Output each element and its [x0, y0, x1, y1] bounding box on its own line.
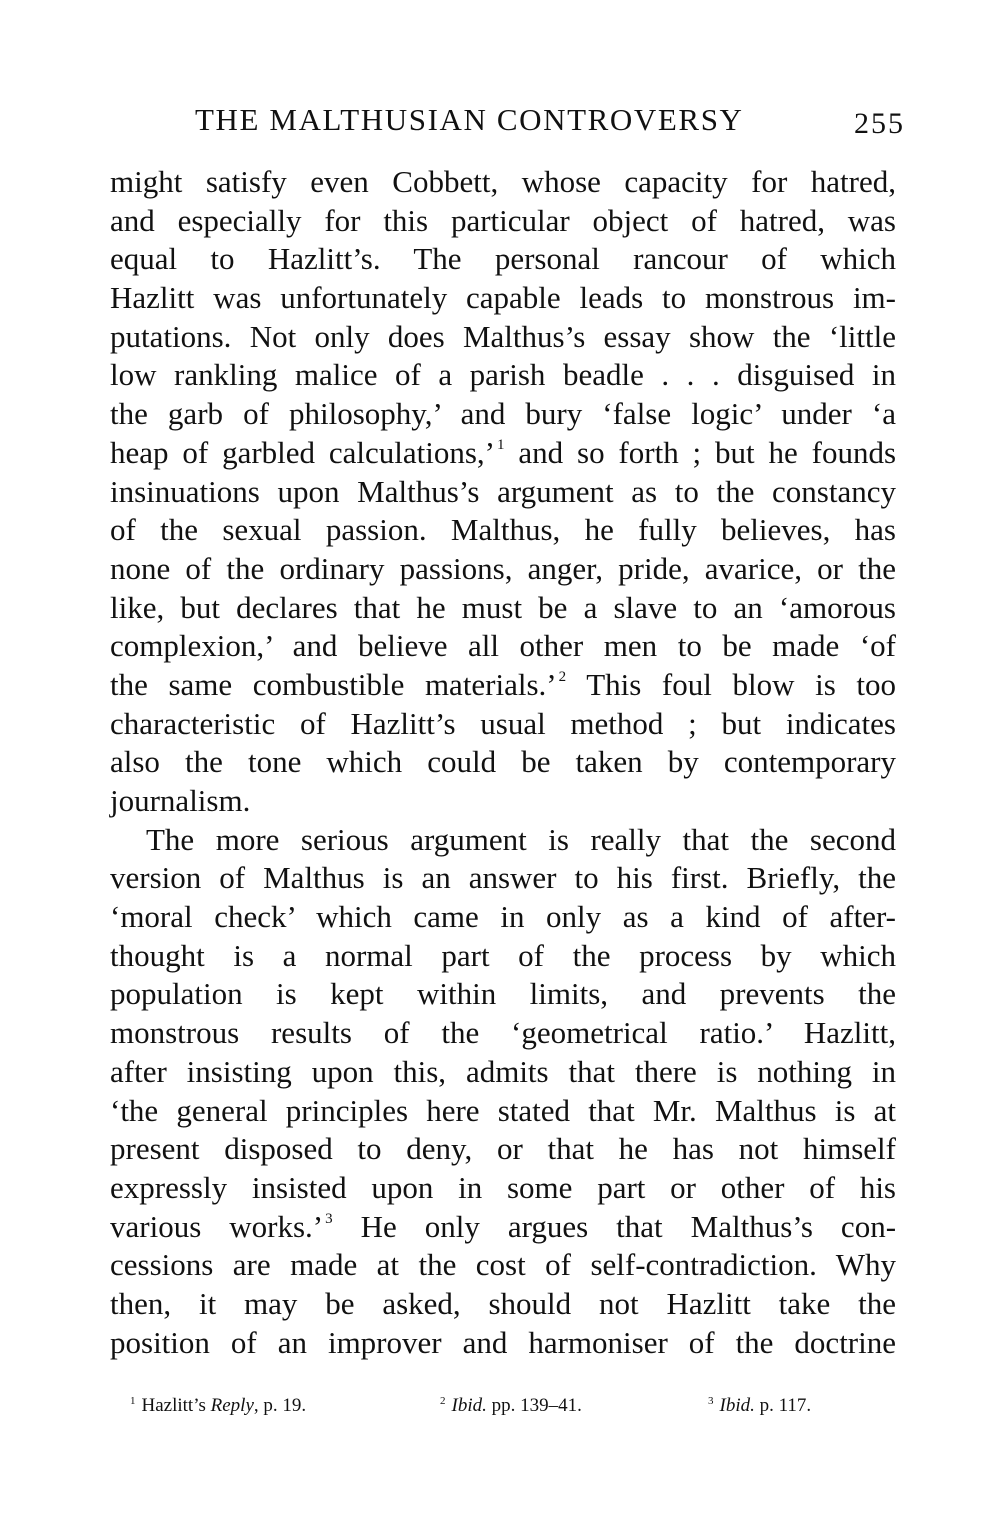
text-line: thought is a normal part of the process by which: [110, 937, 896, 973]
text-line: position of an improver and harmoniser of the doctrine: [110, 1324, 896, 1360]
text-segment: This foul blow is too: [586, 666, 896, 702]
text-line: none of the ordinary passions, anger, pride, avarice, or the: [110, 550, 896, 586]
footnote-ref-2[interactable]: 2: [558, 668, 567, 685]
text-line: and especially for this particular object of hatred, was: [110, 202, 896, 238]
footnote-text: p. 117.: [754, 1395, 812, 1416]
text-line: ‘moral check’ which came in only as a kind of after-: [110, 899, 896, 935]
footnote-ref-3[interactable]: 3: [325, 1210, 333, 1227]
text-line: after insisting upon this, admits that there is nothing in: [110, 1053, 896, 1089]
footnote-text: , p. 19.: [253, 1395, 307, 1416]
page-number: 255: [854, 107, 905, 140]
footnote-2: [440, 1386, 582, 1421]
footnote-3: [708, 1386, 811, 1421]
text-segment: various works.’: [110, 1208, 324, 1244]
text-line: equal to Hazlitt’s. The personal rancour of which: [110, 241, 896, 277]
text-segment: heap of garbled calculations,’: [110, 434, 496, 470]
text-line-with-footnote-ref: [110, 666, 896, 705]
footnote-ref-1[interactable]: 1: [497, 436, 505, 453]
text-line: the garb of philosophy,’ and bury ‘false logic’ under ‘a: [110, 396, 896, 432]
footnote-marker: 3: [708, 1395, 714, 1407]
running-head-title: THE MALTHUSIAN CONTROVERSY: [195, 102, 744, 137]
text-segment: and so forth ; but he founds: [518, 434, 897, 470]
text-line: putations. Not only does Malthus’s essay show the ‘little: [110, 318, 896, 354]
footnote-marker: 2: [440, 1395, 446, 1407]
footnote-italic: Ibid.: [451, 1395, 487, 1416]
footnote-text: Hazlitt’s: [141, 1395, 211, 1416]
text-line: characteristic of Hazlitt’s usual method ; but indicates: [110, 705, 896, 741]
text-line: insinuations upon Malthus’s argument as to the constancy: [110, 473, 896, 509]
footnote-italic: Ibid.: [719, 1395, 755, 1416]
text-line: complexion,’ and believe all other men to be made ‘of: [110, 628, 896, 664]
text-line: cessions are made at the cost of self-contradiction. Why: [110, 1247, 896, 1283]
text-line-paragraph-end: journalism.: [110, 783, 251, 818]
text-line: then, it may be asked, should not Hazlitt take the: [110, 1285, 896, 1321]
text-segment: the same combustible materials.’: [110, 666, 557, 702]
text-line: population is kept within limits, and prevents the: [110, 976, 896, 1012]
text-line: might satisfy even Cobbett, whose capacity for hatred,: [110, 164, 896, 199]
text-line: also the tone which could be taken by contemporary: [110, 744, 896, 780]
footnote-italic: Reply: [210, 1395, 254, 1416]
text-line: low rankling malice of a parish beadle . . . disguised in: [110, 357, 896, 393]
running-head: [195, 98, 905, 142]
footnote-text: pp. 139–41.: [486, 1395, 582, 1416]
text-segment: He only argues that Malthus’s con-: [360, 1208, 897, 1244]
text-line-with-footnote-ref: [110, 434, 896, 473]
text-line: version of Malthus is an answer to his first. Briefly, the: [110, 860, 896, 896]
text-line: of the sexual passion. Malthus, he fully believes, has: [110, 512, 896, 548]
text-line: ‘the general principles here stated that Mr. Malthus is at: [110, 1092, 896, 1128]
text-line: Hazlitt was unfortunately capable leads to monstrous im-: [110, 280, 896, 316]
text-line-with-footnote-ref: [110, 1208, 896, 1247]
footnotes: [130, 1386, 870, 1416]
footnote-1: [130, 1386, 306, 1421]
body-text: [110, 163, 896, 1362]
text-line: present disposed to deny, or that he has not himself: [110, 1131, 896, 1167]
text-line: expressly insisted upon in some part or other of his: [110, 1169, 896, 1205]
text-line-paragraph-start: The more serious argument is really that the second: [146, 821, 896, 857]
footnote-marker: 1: [130, 1395, 136, 1407]
text-line: like, but declares that he must be a slave to an ‘amorous: [110, 589, 896, 625]
text-line: monstrous results of the ‘geometrical ratio.’ Hazlitt,: [110, 1015, 896, 1051]
